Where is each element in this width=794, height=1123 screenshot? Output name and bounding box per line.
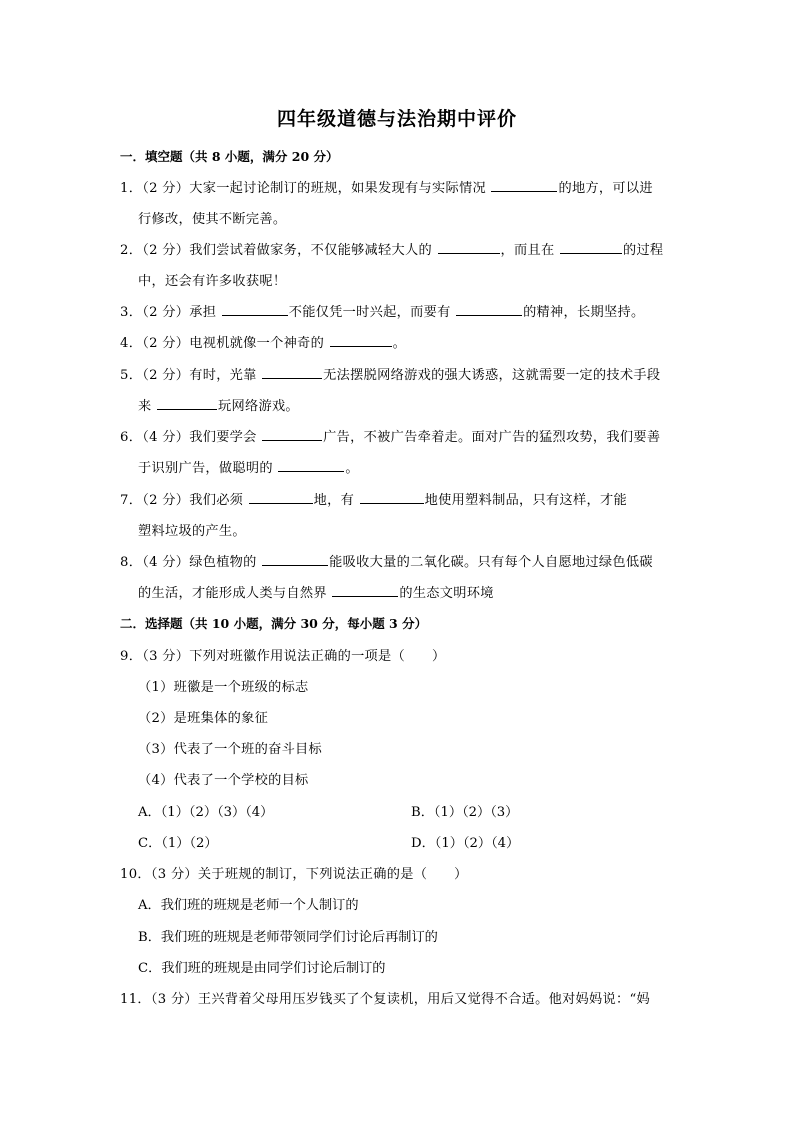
- statement-item: （1）班徽是一个班级的标志: [138, 680, 309, 695]
- question-7-text-3: 地使用塑料制品，只有这样，才能: [424, 493, 627, 508]
- question-5: [120, 364, 660, 383]
- answer-blank[interactable]: [332, 584, 398, 597]
- question-6-cont: [138, 457, 359, 476]
- question-3: [120, 301, 644, 320]
- question-5-cont: [138, 395, 299, 414]
- question-6: [120, 426, 660, 445]
- question-4: [120, 332, 406, 351]
- option-b[interactable]: B．（1）（2）（3）: [411, 805, 519, 820]
- page-title: 四年级道德与法治期中评价: [276, 108, 517, 130]
- question-5-text: 5．（2 分）有时，光靠: [120, 368, 257, 383]
- statement-item: （3）代表了一个班的奋斗目标: [138, 742, 323, 757]
- option-d[interactable]: D．（1）（2）（4）: [411, 836, 520, 851]
- question-11: 11．（3 分）王兴背着父母用压岁钱买了个复读机，用后又觉得不合适。他对妈妈说：“妈: [120, 992, 651, 1007]
- question-7-text: 7．（2 分）我们必须: [120, 493, 244, 508]
- answer-blank[interactable]: [278, 459, 344, 472]
- question-3-text-2: 不能仅凭一时兴起，而要有: [288, 305, 451, 320]
- question-2-text-2: ，而且在: [500, 243, 555, 258]
- question-2-text: 2．（2 分）我们尝试着做家务，不仅能够减轻大人的: [120, 243, 432, 258]
- question-4-text: 4．（2 分）电视机就像一个神奇的: [120, 336, 325, 351]
- question-2: [120, 239, 663, 258]
- question-8-text-4: 的生态文明环境: [399, 586, 494, 601]
- question-7: [120, 489, 627, 508]
- question-2-cont: 中，还会有许多收获呢！: [138, 274, 287, 289]
- answer-blank[interactable]: [157, 397, 217, 410]
- question-6-text-2: 广告，不被广告牵着走。面对广告的猛烈攻势，我们要善: [323, 430, 661, 445]
- answer-blank[interactable]: [262, 366, 322, 379]
- answer-blank[interactable]: [456, 303, 522, 316]
- question-8: [120, 551, 653, 570]
- question-1-text: 1．（2 分）大家一起讨论制订的班规，如果发现有与实际情况: [120, 181, 486, 196]
- question-6-text-4: 。: [345, 461, 359, 476]
- question-1: [120, 177, 653, 196]
- option-c[interactable]: C．（1）（2）: [138, 836, 218, 851]
- option-c[interactable]: C．我们班的班规是由同学们讨论后制订的: [138, 961, 386, 976]
- answer-blank[interactable]: [491, 179, 557, 192]
- section-heading-choice: 二．选择题（共 10 小题，满分 30 分，每小题 3 分）: [120, 616, 428, 631]
- question-2-text-3: 的过程: [622, 243, 664, 258]
- question-6-text-3: 于识别广告，做聪明的: [138, 461, 273, 476]
- question-3-text: 3．（2 分）承担: [120, 305, 217, 320]
- question-10: 10．（3 分）关于班规的制订，下列说法正确的是（ ）: [120, 867, 468, 882]
- question-8-text-3: 的生活，才能形成人类与自然界: [138, 586, 327, 601]
- question-3-text-3: 的精神，长期坚持。: [523, 305, 645, 320]
- question-8-text-2: 能吸收大量的二氧化碳。只有每个人自愿地过绿色低碳: [329, 555, 653, 570]
- answer-blank[interactable]: [330, 334, 392, 347]
- answer-blank[interactable]: [249, 491, 313, 504]
- answer-blank[interactable]: [560, 241, 622, 254]
- question-7-text-2: 地，有: [313, 493, 355, 508]
- option-a[interactable]: A．我们班的班规是老师一个人制订的: [138, 898, 359, 913]
- option-a[interactable]: A．（1）（2）（3）（4）: [138, 805, 274, 820]
- question-1-cont: 行修改，使其不断完善。: [138, 212, 287, 227]
- statement-item: （2）是班集体的象征: [138, 711, 269, 726]
- question-5-text-3: 来: [138, 399, 152, 414]
- option-b[interactable]: B．我们班的班规是老师带领同学们讨论后再制订的: [138, 930, 438, 945]
- question-8-cont: [138, 582, 494, 601]
- question-7-cont: 塑料垃圾的产生。: [138, 524, 246, 539]
- answer-blank[interactable]: [438, 241, 500, 254]
- question-4-text-2: 。: [392, 336, 407, 351]
- question-9: 9．（3 分）下列对班徽作用说法正确的一项是（ ）: [120, 649, 446, 664]
- question-5-text-4: 玩网络游戏。: [218, 399, 299, 414]
- answer-blank[interactable]: [262, 428, 322, 441]
- question-6-text: 6．（4 分）我们要学会: [120, 430, 257, 445]
- answer-blank[interactable]: [262, 553, 328, 566]
- answer-blank[interactable]: [360, 491, 424, 504]
- section-heading-fill: 一．填空题（共 8 小题，满分 20 分）: [120, 149, 339, 164]
- statement-item: （4）代表了一个学校的目标: [138, 773, 309, 788]
- question-5-text-2: 无法摆脱网络游戏的强大诱惑，这就需要一定的技术手段: [323, 368, 661, 383]
- question-8-text: 8．（4 分）绿色植物的: [120, 555, 257, 570]
- answer-blank[interactable]: [222, 303, 288, 316]
- question-1-text-2: 的地方，可以进: [558, 181, 653, 196]
